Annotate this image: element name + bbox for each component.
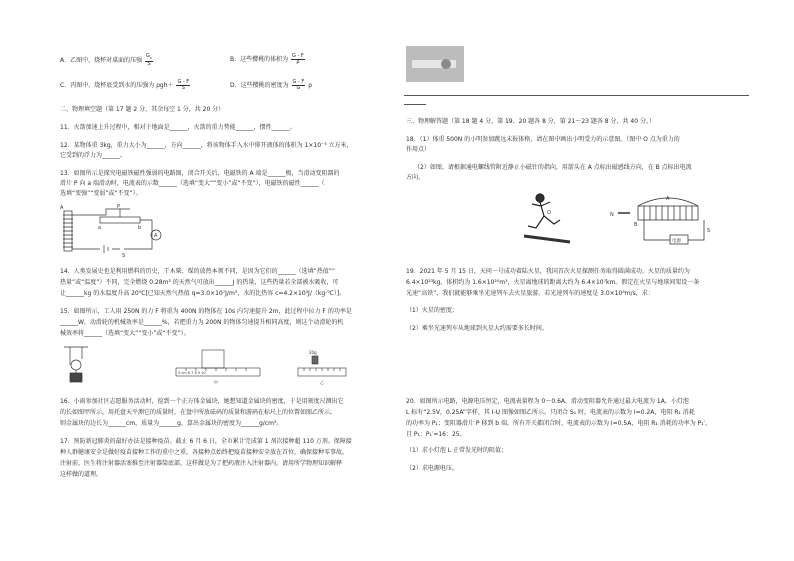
option-d-fraction (292, 80, 306, 91)
option-b-numerator: G - F (292, 53, 304, 59)
option-a-text: A．乙图中，烧杯对桌面的压强 (60, 57, 143, 64)
question-20-line-2: L 标有“2.5V，0.25A”字样，其 I-U 图像如图乙所示。只闭合 S₁ 时，电流表的示数为 I=0.2A，电阻 R₁ 消耗 (406, 409, 695, 416)
measurement-figure-16 (176, 346, 366, 386)
metal-cube (202, 350, 224, 368)
option-a (60, 54, 154, 67)
weight-label: 20g (309, 350, 317, 355)
weight-block (312, 356, 318, 364)
question-18-line-2: 作用点） (406, 146, 431, 153)
label-A: A (60, 205, 64, 211)
landing-pit (524, 236, 570, 242)
question-14-line-1: 14．人类发展史也是利用燃料的历史，干木柴、煤的放热本领不同，是因为它们的______（选填“热值”“ (60, 268, 335, 275)
question-17-line-2: 种人群健康安全是做好疫苗接种工作的重中之重，各接种点始终把疫苗接种安全放在首位，确保接种零事故。 (60, 449, 349, 456)
pulley-figure-15 (64, 345, 94, 385)
photo-figure (406, 46, 464, 82)
question-14-line-2: 热量”或“温度”）不同，完全燃烧 0.28m³ 的天然气可放出______J 的热量，这些热量若全部被水吸收，可 (60, 279, 339, 286)
option-a-numerator: G (146, 53, 150, 59)
question-19-part-2: （2）乘坐光速列车从地球到火星大约需要多长时间。 (406, 325, 548, 332)
option-d-numerator: G - F (292, 79, 305, 85)
battery-symbol (72, 245, 120, 253)
option-b-text: B．这些樱桃的体积为 (230, 56, 289, 63)
option-d-text: D．这些樱桃的密度为 (230, 82, 289, 89)
question-18-line-4: 方向。 (406, 174, 425, 181)
label-a: a (98, 225, 102, 231)
option-a-subscript: 0 (149, 56, 152, 60)
circuit-wires (644, 220, 704, 240)
question-15-line-1: 15．如图所示，工人用 250N 的力 F 将重为 400N 的物体在 10s 内匀速提升 2m，此过程中拉力 F 的功率是 (60, 308, 352, 315)
question-16-line-2: 的长如图甲所示，用托盘天平测它的质量时，在盘中所放砝码的质量和游码在标尺上的位置如图乙所示。 (60, 409, 337, 416)
option-a-denominator: S (147, 61, 151, 67)
scale-ticks (304, 368, 340, 371)
ruler-label: 5 cm 6 7 8 9 10 (178, 371, 206, 375)
question-20-line-1: 20．如图所示电路，电源电压恒定，电流表量程为 0～0.6A，滑动变阻器允许通过最大电流为 1A。小灯泡 (406, 398, 689, 405)
question-12-line-2: 它受到的浮力为______。 (60, 152, 127, 159)
question-19-line-3: 光速“高铁”，我们就能够乘坐光速列车去火星旅游。若光速列车的速度是 3.0×10⁸m/s，求： (406, 290, 654, 297)
option-c-text: C．丙图中，烧杯底受到水的压强为 ρgh＋ (60, 82, 174, 89)
label-A-point: A (666, 196, 670, 202)
question-18-line-3: （2）如图，请根据通电螺线管附近静止小磁针的指向，用箭头在 A 点标出磁感线方向，在 B 点标出电流 (414, 164, 692, 171)
label-O: O (547, 210, 551, 216)
label-N: N (610, 212, 614, 218)
section-2-heading: 二、物理填空题（第 17 题 2 分，其余每空 1 分，共 20 分） (60, 106, 225, 113)
question-17-line-1: 17．预防新冠肺炎的最好办法是接种疫苗。截止 6 月 6 日，全市累计完成第 1 剂次接种超 110 万剂。保障接 (60, 438, 352, 445)
question-20-part-2: （2）求电源电压。 (406, 465, 458, 472)
question-15-line-2: ______W，动滑轮的机械效率是______%，若把重力为 200N 的物体匀速提升相同高度，则这个动滑轮的机 (60, 319, 344, 326)
question-12-line-1: 12．某物体重 3kg，重力大小为______，方向______，将该物体手入水中排开液体的体积为 1×10⁻³ 立方米， (60, 142, 353, 149)
caption-yi: 乙 (320, 380, 324, 385)
long-jump-figure (520, 190, 576, 246)
option-b-fraction (291, 54, 305, 65)
section-3-heading: 三、物理解答题（第 18 题 4 分，第 19、20 题各 8 分，第 21～23 题各 8 分，共 40 分。） (406, 118, 655, 125)
question-20-line-3: 的功率为 P₁；变阻器滑片 P 移到 b 端，所有开关都闭合时，电流表的示数为 I=0.5A，电阻 R₁ 消耗的功率为 P₁′， (406, 420, 712, 427)
switch-label: S (707, 228, 711, 234)
question-13-line-1: 13．如图所示是探究电磁铁磁性强弱的电路图，闭合开关后，电磁铁的 A 端是______极，当滑动变阻器的 (60, 170, 340, 177)
circuit-figure-13 (60, 203, 190, 261)
question-16-line-3: 则金属块的边长为______cm，质量为______g，算出金属块的密度为______g/cm³。 (60, 420, 283, 427)
question-19-part-1: （1）火星的密度； (406, 307, 458, 314)
solenoid-coils (644, 206, 692, 220)
option-c-denominator: S (181, 85, 185, 91)
question-19-line-1: 19．2021 年 5 月 15 日，天问一号成功着陆火星，我国首次火星探测任务取得圆满成功。火星的质量约为 (406, 268, 690, 275)
option-b-denominator: ρ (296, 59, 300, 65)
option-d-denominator: G (296, 85, 301, 91)
question-18-line-1: 18．（1）体重 500N 的小明参加跳远未报体格，请在图中画出小明受力的示意图。（图中 O 点为重力的 (406, 136, 680, 143)
divider-line (404, 95, 749, 96)
question-19-line-2: 6.4×10²³kg，体积约为 1.6×10²⁰m³，火星离地球的距离大约为 6.4×10⁷km。假定在火星与地球间架设一条 (406, 279, 700, 286)
rheostat (100, 217, 140, 223)
option-c-numerator: G - F (177, 79, 190, 85)
label-b: b (138, 225, 142, 231)
power-source-label: 电源 (672, 239, 681, 244)
left-column (52, 0, 392, 561)
option-d-tail: ρ (308, 82, 313, 89)
question-13-line-3: 选填“变强”“变弱”或“不变”）。 (60, 190, 142, 197)
label-S: S (122, 253, 126, 259)
question-13-line-2: 滑片 P 向 a 端滑动时，电流表的示数______（选填“变大”“变小”或“不变”），电磁铁的磁性______（ (60, 180, 325, 187)
question-20-line-4: 且 P₁：P₁′=16：25。 (406, 431, 466, 438)
option-b (230, 54, 306, 65)
jumper-body (528, 202, 560, 228)
option-d (230, 80, 312, 91)
question-14-line-3: 让______kg 的水温度升高 20℃[已知天然气热值 q=3.0×10⁷J/m³，水的比热容 c=4.2×10³J/（kg·℃）]。 (60, 290, 346, 297)
question-15-line-3: 械效率将______（选填“变大”“变小”或“不变”）。 (60, 330, 190, 337)
caption-jia: 甲 (214, 380, 218, 385)
question-17-line-4: 这样做的道理。 (60, 471, 103, 478)
ammeter-label: A (154, 233, 158, 239)
label-B-point: B (634, 222, 638, 228)
pulley-wheel (71, 360, 81, 370)
electromagnet-coil (63, 215, 73, 247)
load-block (70, 373, 82, 382)
option-c-fraction (176, 80, 190, 91)
jumper-head (536, 194, 544, 202)
label-P: P (117, 204, 121, 210)
option-a-fraction (145, 54, 153, 67)
wire-top (72, 209, 130, 215)
option-c (60, 80, 191, 91)
right-column (404, 0, 749, 561)
short-divider (404, 104, 426, 105)
question-11: 11．火箭加速上升过程中，相对于地面是______，火箭的重力势能______，惯性______。 (60, 124, 296, 131)
photo-detail (441, 59, 451, 69)
question-17-line-3: 注射前，医生将注射器活塞推至注射器筒底部，这样做是为了把药液注入注射器内。请用所学物理知识解释 (60, 460, 343, 467)
question-16-line-1: 16．小雨参加社区志愿服务活动时，捡到一个正方体金属块，她想知道金属块的密度，于是用刻度尺测出它 (60, 398, 344, 405)
question-20-part-1: （1）求小灯泡 L 正常发光时的阻值； (406, 447, 507, 454)
solenoid-figure (608, 192, 728, 250)
